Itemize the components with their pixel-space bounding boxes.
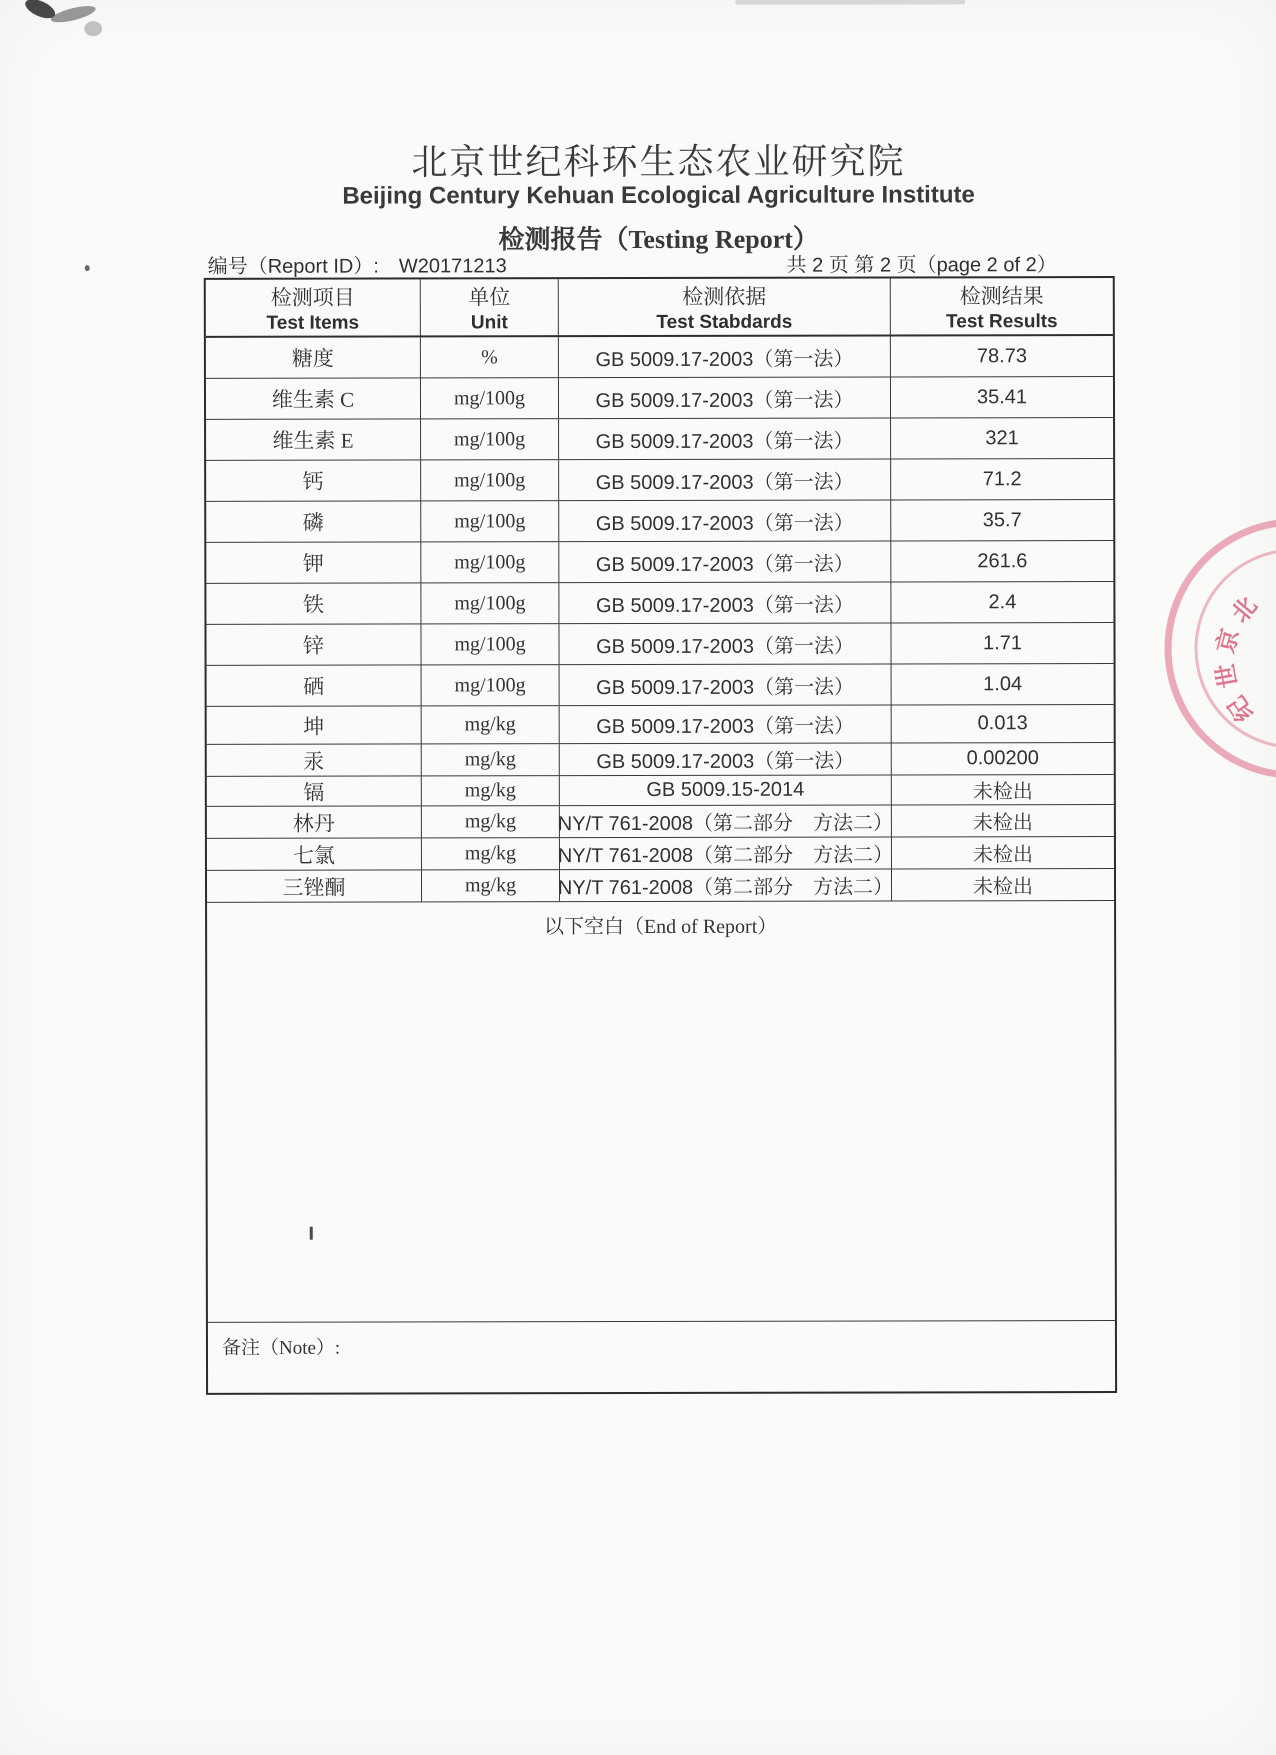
result-cell: 2.4	[988, 590, 1017, 613]
test-item-cell: 糖度	[206, 337, 421, 377]
header-en: Test Stabdards	[656, 311, 793, 333]
unit-cell: mg/100g	[421, 378, 559, 418]
header-en: Test Results	[946, 310, 1058, 332]
table-row	[206, 336, 1113, 379]
header-zh: 检测结果	[959, 283, 1044, 308]
test-item-cell: 锌	[206, 624, 421, 664]
column-header-unit	[421, 279, 559, 335]
end-of-report-text: 以下空白（End of Report）	[543, 915, 778, 939]
seal-outer-ring-icon	[1164, 518, 1276, 779]
table-row	[207, 664, 1114, 707]
result-cell: 未检出	[972, 844, 1033, 867]
header-zh: 检测依据	[682, 284, 767, 309]
result-cell: 78.73	[976, 344, 1027, 367]
test-item-cell: 三锉酮	[207, 870, 422, 901]
table-row	[206, 459, 1113, 502]
org-name-en: Beijing Century Kehuan Ecological Agriculture Institute	[342, 181, 975, 210]
test-item-cell: 维生素 C	[206, 378, 421, 418]
standard-cell: GB 5009.17-2003（第一法）	[559, 541, 891, 582]
standard-cell: GB 5009.15-2014	[560, 775, 892, 805]
report-id	[208, 249, 507, 279]
standard-cell: GB 5009.17-2003（第一法）	[559, 500, 891, 541]
unit-cell: mg/100g	[422, 665, 560, 705]
table-body	[206, 336, 1114, 903]
standard-cell: NY/T 761-2008（第二部分 方法二）	[560, 837, 892, 869]
result-cell: 未检出	[972, 812, 1033, 835]
scan-smudge	[735, 0, 965, 5]
result-cell: 0.013	[977, 712, 1028, 735]
unit-cell: mg/kg	[422, 838, 560, 869]
header-zh: 单位	[468, 284, 511, 309]
test-item-cell: 钙	[206, 460, 421, 500]
header-en: Unit	[470, 311, 508, 333]
unit-cell: mg/100g	[421, 583, 559, 623]
table-row	[206, 582, 1113, 625]
page-info: 共 2 页 第 2 页（page 2 of 2）	[786, 254, 1057, 277]
table-row	[207, 805, 1114, 839]
standard-cell: GB 5009.17-2003（第一法）	[560, 705, 892, 743]
red-seal-stamp	[1164, 518, 1276, 779]
end-of-report-cell	[207, 901, 1115, 1323]
scan-speck	[85, 265, 90, 271]
result-cell: 0.00200	[966, 747, 1039, 770]
table-header-row	[206, 278, 1113, 338]
unit-cell: mg/kg	[422, 744, 560, 775]
standard-cell: NY/T 761-2008（第二部分 方法二）	[560, 869, 892, 901]
test-item-cell: 七氯	[207, 838, 422, 869]
test-item-cell: 坤	[207, 706, 422, 743]
test-item-cell: 汞	[207, 744, 422, 775]
table-row	[206, 623, 1113, 666]
standard-cell: GB 5009.17-2003（第一法）	[559, 459, 891, 500]
standard-cell: GB 5009.17-2003（第一法）	[560, 743, 892, 775]
standard-cell: GB 5009.17-2003（第一法）	[559, 377, 891, 418]
unit-cell: mg/100g	[421, 460, 559, 500]
seal-character: 京	[1213, 626, 1245, 657]
results-table	[204, 276, 1117, 1395]
result-cell: 未检出	[972, 781, 1033, 804]
report-id-label: 编号（Report ID）:	[207, 255, 379, 278]
seal-inner-ring-icon	[1194, 548, 1276, 748]
table-row	[207, 775, 1114, 807]
test-item-cell: 钾	[206, 542, 421, 582]
standard-cell: GB 5009.17-2003（第一法）	[559, 418, 891, 459]
report-title: 检测报告（Testing Report）	[498, 224, 819, 255]
unit-cell: mg/kg	[422, 870, 560, 901]
table-row	[206, 418, 1113, 461]
seal-character: 北	[1227, 592, 1263, 629]
result-cell: 261.6	[977, 549, 1028, 572]
test-item-cell: 硒	[207, 665, 422, 705]
table-row	[206, 377, 1113, 420]
table-row	[207, 837, 1114, 871]
note-label: 备注（Note）:	[221, 1337, 341, 1359]
standard-cell: NY/T 761-2008（第二部分 方法二）	[560, 805, 892, 837]
test-item-cell: 磷	[206, 501, 421, 541]
test-item-cell: 铁	[206, 583, 421, 623]
standard-cell: GB 5009.17-2003（第一法）	[560, 664, 892, 705]
result-cell: 未检出	[972, 876, 1034, 899]
table-row	[206, 541, 1113, 584]
unit-cell: mg/100g	[421, 501, 559, 541]
result-cell: 35.7	[982, 508, 1022, 531]
report-id-value: W20171213	[398, 255, 507, 278]
unit-cell: mg/100g	[421, 624, 559, 664]
standard-cell: GB 5009.17-2003（第一法）	[559, 336, 891, 377]
test-item-cell: 镉	[207, 776, 422, 805]
result-cell: 35.41	[976, 385, 1028, 408]
seal-character: 世	[1213, 661, 1243, 690]
unit-cell: mg/100g	[421, 419, 559, 459]
table-row	[206, 500, 1113, 543]
table-row	[207, 705, 1114, 745]
result-cell: 71.2	[982, 467, 1022, 490]
header-en: Test Items	[266, 312, 360, 334]
seal-character: 纪	[1223, 690, 1260, 726]
result-cell: 1.04	[983, 672, 1023, 695]
test-item-cell: 林丹	[207, 806, 422, 837]
standard-cell: GB 5009.17-2003（第一法）	[559, 623, 891, 664]
column-header-test-results	[891, 278, 1113, 334]
unit-cell: mg/100g	[421, 542, 559, 582]
header-zh: 检测项目	[270, 285, 355, 310]
note-cell	[208, 1321, 1115, 1393]
unit-cell: mg/kg	[422, 706, 560, 743]
column-header-test-standards	[559, 278, 891, 335]
standard-cell: GB 5009.17-2003（第一法）	[559, 582, 891, 623]
table-row	[207, 743, 1114, 777]
result-cell: 321	[985, 426, 1019, 449]
test-item-cell: 维生素 E	[206, 419, 421, 459]
table-row	[207, 869, 1114, 903]
org-name-zh: 北京世纪科环生态农业研究院	[411, 141, 906, 183]
unit-cell: mg/kg	[422, 806, 560, 837]
unit-cell: %	[421, 337, 559, 377]
column-header-test-items	[206, 279, 421, 335]
result-cell: 1.71	[983, 631, 1023, 654]
scan-smudge	[84, 21, 102, 36]
unit-cell: mg/kg	[422, 776, 560, 805]
meta-row	[204, 248, 1115, 276]
